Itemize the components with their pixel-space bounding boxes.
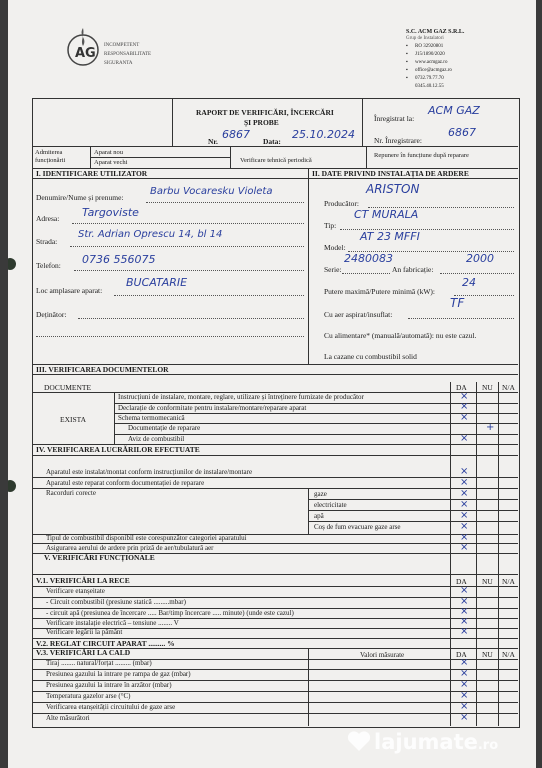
logo-tagline-2: RESPONSABILITATE <box>104 52 152 57</box>
contact-icon: ▪ <box>406 44 408 49</box>
loc-amplasare-value[interactable]: BUCATARIE <box>126 276 188 289</box>
cald-row-label: Temperatura gazelor arse (°C) <box>46 692 131 700</box>
tip-value[interactable]: CT MURALA <box>354 208 419 221</box>
check-mark-da[interactable]: ⨯ <box>460 606 469 617</box>
binder-hole <box>8 480 16 492</box>
check-mark-da[interactable]: ⨯ <box>460 488 469 499</box>
doc-row-label: Documentație de reparare <box>128 424 201 432</box>
cald-row-label: Tiraj ........ natural/forțat ......... (mbar) <box>46 659 152 667</box>
col-nu-header: NU <box>482 577 493 586</box>
col-da-header: DA <box>456 577 467 586</box>
producator-value[interactable]: ARISTON <box>366 182 420 196</box>
check-mark-da[interactable]: ⨯ <box>460 626 469 637</box>
report-title-2: ȘI PROBE <box>244 118 279 127</box>
watermark <box>374 730 498 754</box>
check-mark-da[interactable]: ⨯ <box>460 701 469 712</box>
serie-label: Serie: <box>324 265 342 274</box>
aer-value[interactable]: TF <box>450 296 465 310</box>
company-line: RO 32920801 <box>415 44 444 49</box>
inregistrat-label: Înregistrat la: <box>374 114 415 123</box>
contact-icon: ▪ <box>406 52 408 57</box>
aparat-nou-option[interactable]: Aparat nou <box>94 149 124 156</box>
check-mark-da[interactable]: ⨯ <box>460 657 469 668</box>
company-line: J15/1890/2020 <box>415 52 445 57</box>
valori-masurate-label: Valori măsurate <box>360 651 405 659</box>
nr-inreg-value: 6867 <box>448 126 476 139</box>
racord-gaze-label: gaze <box>314 490 327 498</box>
an-fabricatie-value[interactable]: 2000 <box>466 252 494 265</box>
check-mark-da[interactable]: ⨯ <box>460 477 469 488</box>
rece-row-label: Verificare instalație electrică – tensiune ........ V <box>46 619 179 627</box>
model-label: Model: <box>324 243 346 252</box>
doc-row-label: Instrucțiuni de instalare, montare, reglare, utilizare și întreținere furnizate de producător <box>118 393 364 401</box>
check-mark-da[interactable]: ⨯ <box>460 412 469 423</box>
work-row-label: Aparatul este instalat/montat conform instrucțiunilor de instalare/montare <box>46 468 253 476</box>
col-da-header: DA <box>456 650 467 659</box>
rece-row-label: - circuit apă (presiunea de încercare ..... Bar/timp încercare ..... minute) (unde este cazul) <box>46 609 294 617</box>
check-mark-da[interactable]: ⨯ <box>460 510 469 521</box>
col-da-header: DA <box>456 383 467 392</box>
adresa-label: Adresa: <box>36 214 60 223</box>
admitere-label: Admiterea funcționării <box>35 149 66 164</box>
svg-text:AG: AG <box>75 46 96 61</box>
cald-row-label: Presiunea gazului la intrare în arzător (mbar) <box>46 681 172 689</box>
racord-apa-label: apă <box>314 512 324 520</box>
tip-label: Tip: <box>324 221 337 230</box>
col-na-header: N/A <box>502 577 515 586</box>
rece-row-label: Verificare etanșeitate <box>46 587 105 595</box>
cald-row-label: Verificarea etanșeității circuitului de gaze arse <box>46 703 176 711</box>
cald-row-label: Alte măsurători <box>46 714 90 722</box>
check-mark-da[interactable]: ⨯ <box>460 679 469 690</box>
nr-value: 6867 <box>222 128 250 141</box>
racord-cos-label: Coș de fum evacuare gaze arse <box>314 523 401 531</box>
loc-amplasare-label: Loc amplasare aparat: <box>36 286 103 295</box>
check-mark-da[interactable]: ⨯ <box>460 668 469 679</box>
company-line: office@acmgaz.ro <box>415 68 452 73</box>
mail-icon: ▪ <box>406 68 408 73</box>
check-mark-da[interactable]: ⨯ <box>460 391 469 402</box>
serie-value[interactable]: 2480083 <box>344 252 393 265</box>
section3-title: III. VERIFICAREA DOCUMENTELOR <box>36 365 169 374</box>
check-mark-da[interactable]: ⨯ <box>460 532 469 543</box>
documente-header: DOCUMENTE <box>44 383 92 392</box>
check-mark-da[interactable]: ⨯ <box>460 401 469 412</box>
strada-value[interactable]: Str. Adrian Oprescu 14, bl 14 <box>78 229 223 240</box>
aparat-vechi-option[interactable]: Aparat vechi <box>94 159 128 166</box>
putere-value[interactable]: 24 <box>462 276 476 289</box>
nume-value[interactable]: Barbu Vocaresku Violeta <box>150 186 273 197</box>
logo-tagline-1: INCOMPETENT <box>104 43 140 48</box>
nume-label: Denumire/Nume și prenume: <box>36 193 124 202</box>
doc-row-label: Schema termomecanică <box>118 414 185 422</box>
check-mark-da[interactable]: ⨯ <box>460 585 469 596</box>
inregistrat-value: ACM GAZ <box>428 104 480 117</box>
nr-label: Nr. <box>208 137 218 146</box>
col-na-header: N/A <box>502 650 515 659</box>
rece-row-label: - Circuit combustibil (presiune statică .........mbar) <box>46 598 186 606</box>
company-line: 0345.40.12.55 <box>415 84 444 89</box>
work-row-label: Aparatul este reparat conform documentației de reparare <box>46 479 205 487</box>
watermark-heart-icon <box>346 728 372 754</box>
report-title: RAPORT DE VERIFICĂRI, ÎNCERCĂRI <box>196 108 334 117</box>
telefon-label: Telefon: <box>36 261 61 270</box>
telefon-value[interactable]: 0736 556075 <box>82 253 156 266</box>
work-row-label: Asigurarea aerului de ardere prin priză de aer/tubulatură aer <box>46 544 214 552</box>
section1-title: I. IDENTIFICARE UTILIZATOR <box>36 169 148 178</box>
alimentare-label: Cu alimentare* (manuală/automată): nu este cazul. <box>324 331 477 340</box>
check-mark-da[interactable]: ⨯ <box>460 616 469 627</box>
col-nu-header: NU <box>482 383 493 392</box>
check-mark-da[interactable]: ⨯ <box>460 596 469 607</box>
check-mark-da[interactable]: ⨯ <box>460 712 469 723</box>
company-line: 0732.79.77.70 <box>415 76 444 81</box>
cald-row-label: Presiunea gazului la intrare pe rampa de gaz (mbar) <box>46 670 191 678</box>
strada-label: Strada: <box>36 237 58 246</box>
check-mark-da[interactable]: ⨯ <box>460 499 469 510</box>
model-value[interactable]: AT 23 MFFI <box>360 230 420 243</box>
an-fabricatie-label: An fabricație: <box>392 265 434 274</box>
col-nu-header: NU <box>482 650 493 659</box>
nr-inreg-label: Nr. Înregistrare: <box>374 136 422 145</box>
check-mark-da[interactable]: ⨯ <box>460 466 469 477</box>
company-logo <box>66 24 100 70</box>
verificare-periodica-option[interactable]: Verificare tehnică periodică <box>240 157 312 164</box>
check-mark-da[interactable]: ⨯ <box>460 690 469 701</box>
doc-row-label: Aviz de combustibil <box>128 435 185 443</box>
phone-icon: ▪ <box>406 76 408 81</box>
section2-title: II. DATE PRIVIND INSTALAȚIA DE ARDERE <box>312 169 469 178</box>
company-subtitle: Grup de Instalatori <box>406 36 444 41</box>
work-row-label: Tipul de combustibil disponibil este corespunzător categoriei aparatului <box>46 534 247 542</box>
adresa-value[interactable]: Targoviste <box>82 206 139 219</box>
check-mark-da[interactable]: ⨯ <box>460 521 469 532</box>
putere-label: Putere maximă/Putere minimă (kW): <box>324 287 436 296</box>
aer-label: Cu aer aspirat/insuflat: <box>324 310 393 319</box>
watermark-text: lajumate <box>374 730 478 754</box>
racorduri-label: Racorduri corecte <box>46 489 96 497</box>
repunere-option[interactable]: Repunere în funcțiune după reparare <box>374 152 469 159</box>
watermark-suffix: .ro <box>477 738 499 753</box>
col-na-header: N/A <box>502 383 515 392</box>
report-page <box>8 0 536 768</box>
racord-electricitate-label: electricitate <box>314 501 347 509</box>
section5-title: V. VERIFICĂRI FUNCȚIONALE <box>44 553 155 562</box>
logo-tagline-3: SIGURANTA <box>104 61 133 66</box>
detinator-label: Deținător: <box>36 310 67 319</box>
check-mark-da[interactable]: ⨯ <box>460 433 469 444</box>
company-line: www.acmgaz.ro <box>415 60 448 65</box>
data-label: Data: <box>263 137 281 146</box>
check-mark-nu[interactable]: + <box>486 422 495 433</box>
rece-row-label: Verificare legării la pământ <box>46 628 123 636</box>
doc-row-label: Declarație de conformitate pentru instalare/montare/reparare aparat <box>118 404 307 412</box>
cald-title: V.3. VERIFICĂRI LA CALD <box>36 648 131 657</box>
data-value: 25.10.2024 <box>292 128 355 141</box>
rece-title: V.1. VERIFICĂRI LA RECE <box>36 576 130 585</box>
web-icon: ▪ <box>406 60 408 65</box>
section4-title: IV. VERIFICAREA LUCRĂRILOR EFECTUATE <box>36 445 200 454</box>
reglat-title: V.2. REGLAT CIRCUIT APARAT ......... % <box>36 639 175 648</box>
binder-hole <box>8 258 16 270</box>
combustibil-solid-label: La cazane cu combustibil solid <box>324 352 417 361</box>
exista-label: EXISTA <box>60 415 87 424</box>
company-name: S.C. ACM GAZ S.R.L. <box>406 29 465 35</box>
check-mark-da[interactable]: ⨯ <box>460 542 469 553</box>
producator-label: Producător: <box>324 199 359 208</box>
